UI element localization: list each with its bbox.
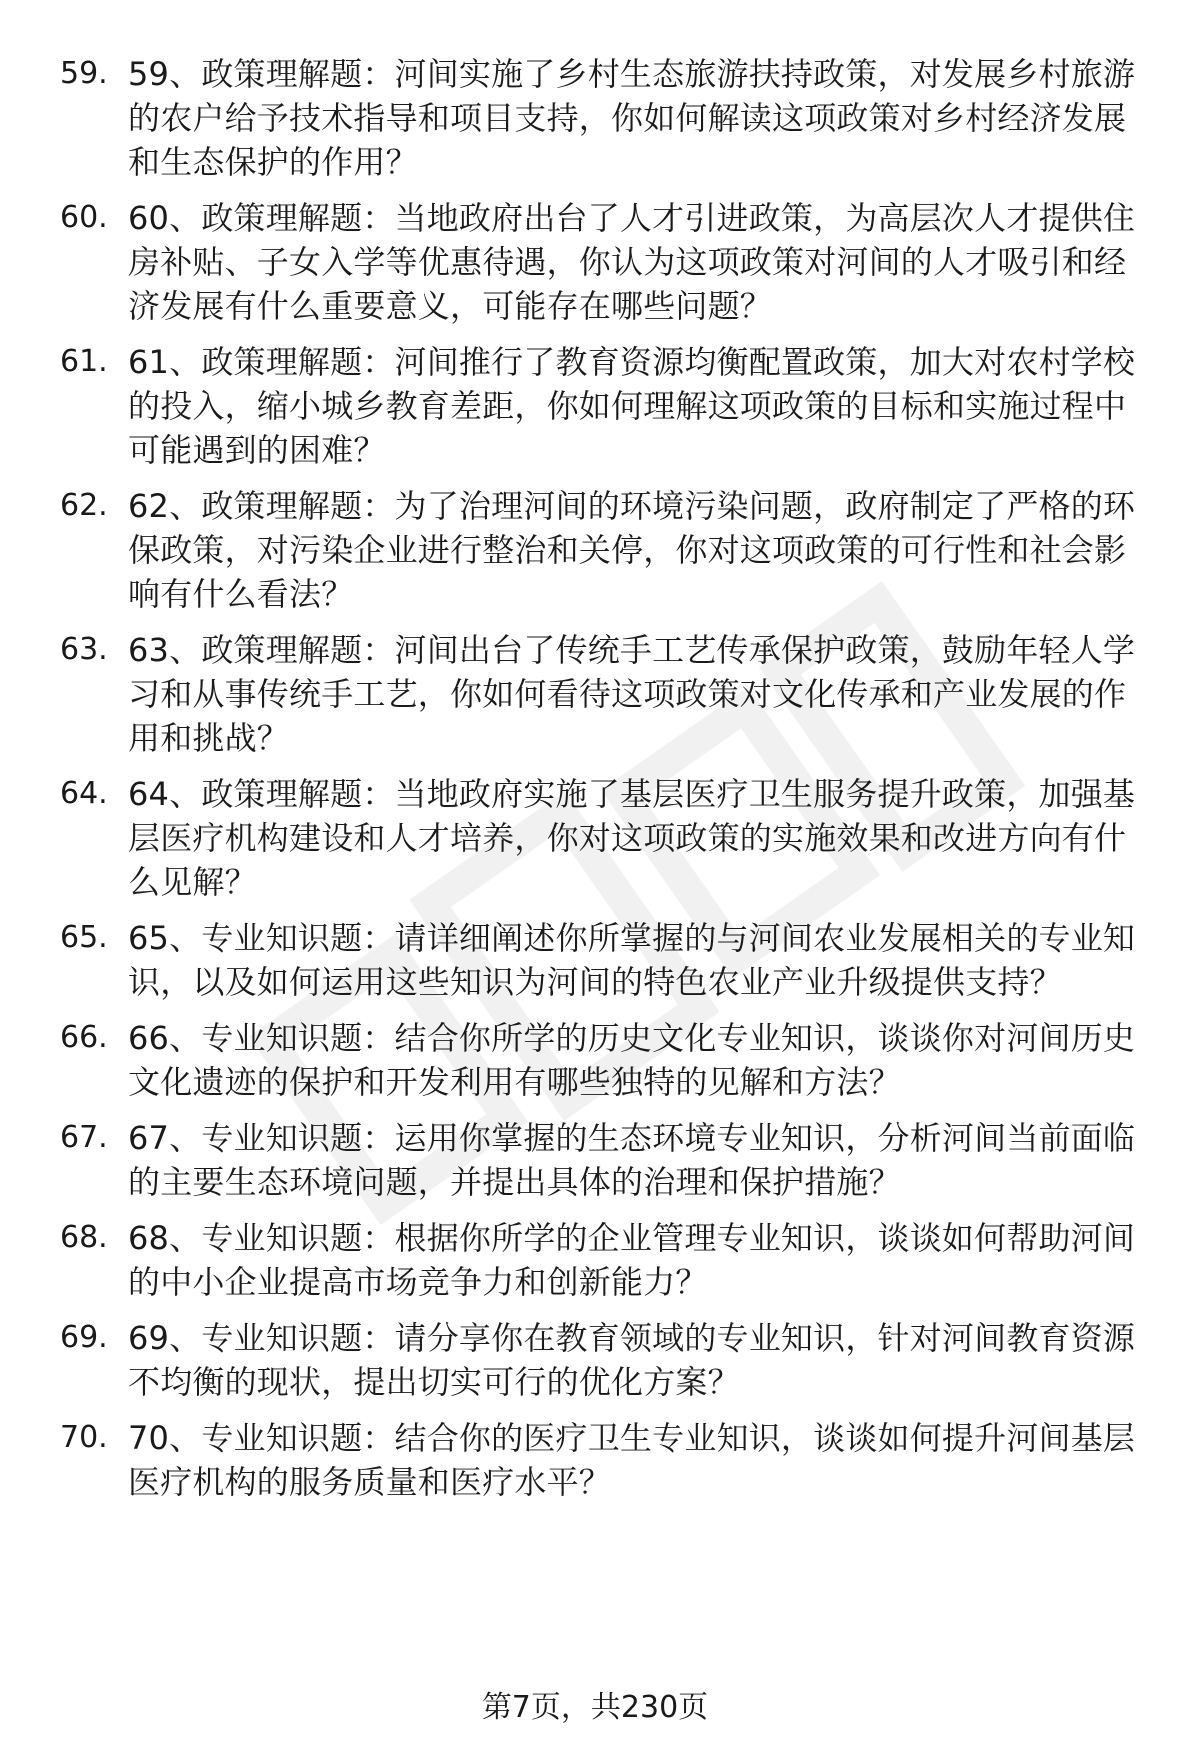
- question-text: 68、专业知识题：根据你所学的企业管理专业知识，谈谈如何帮助河间的中小企业提高市场竞争力和创新能力？: [128, 1219, 1136, 1301]
- question-text: 62、政策理解题：为了治理河间的环境污染问题，政府制定了严格的环保政策，对污染企业进行整治和关停，你对这项政策的可行性和社会影响有什么看法？: [128, 487, 1136, 613]
- list-item: [60, 916, 1150, 1004]
- question-text: 64、政策理解题：当地政府实施了基层医疗卫生服务提升政策，加强基层医疗机构建设和人才培养，你对这项政策的实施效果和改进方向有什么见解？: [128, 775, 1136, 901]
- question-number: 65.: [60, 920, 108, 955]
- question-text: 63、政策理解题：河间出台了传统手工艺传承保护政策，鼓励年轻人学习和从事传统手工艺，你如何看待这项政策对文化传承和产业发展的作用和挑战？: [128, 631, 1136, 757]
- question-number: 66.: [60, 1020, 108, 1055]
- question-text: 66、专业知识题：结合你所学的历史文化专业知识，谈谈你对河间历史文化遗迹的保护和开发利用有哪些独特的见解和方法？: [128, 1019, 1136, 1101]
- list-item: [60, 628, 1150, 760]
- question-text: 69、专业知识题：请分享你在教育领域的专业知识，针对河间教育资源不均衡的现状，提出切实可行的优化方案？: [128, 1319, 1136, 1401]
- list-item: [60, 484, 1150, 616]
- list-item: [60, 52, 1150, 184]
- question-number: 63.: [60, 632, 108, 667]
- page-footer: 第7页，共230页: [481, 1690, 709, 1725]
- list-item: [60, 1316, 1150, 1404]
- question-number: 70.: [60, 1420, 108, 1455]
- question-number: 61.: [60, 344, 108, 379]
- question-number: 64.: [60, 776, 108, 811]
- question-number: 67.: [60, 1120, 108, 1155]
- question-text: 70、专业知识题：结合你的医疗卫生专业知识，谈谈如何提升河间基层医疗机构的服务质量和医疗水平？: [128, 1419, 1136, 1501]
- question-text: 60、政策理解题：当地政府出台了人才引进政策，为高层次人才提供住房补贴、子女入学等优惠待遇，你认为这项政策对河间的人才吸引和经济发展有什么重要意义，可能存在哪些问题？: [128, 199, 1136, 325]
- question-text: 65、专业知识题：请详细阐述你所掌握的与河间农业发展相关的专业知识，以及如何运用这些知识为河间的特色农业产业升级提供支持？: [128, 919, 1136, 1001]
- question-number: 62.: [60, 488, 108, 523]
- list-item: [60, 340, 1150, 472]
- question-text: 67、专业知识题：运用你掌握的生态环境专业知识，分析河间当前面临的主要生态环境问题，并提出具体的治理和保护措施？: [128, 1119, 1136, 1201]
- question-text: 61、政策理解题：河间推行了教育资源均衡配置政策，加大对农村学校的投入，缩小城乡教育差距，你如何理解这项政策的目标和实施过程中可能遇到的困难？: [128, 343, 1136, 469]
- question-number: 68.: [60, 1220, 108, 1255]
- list-item: [60, 772, 1150, 904]
- question-number: 69.: [60, 1320, 108, 1355]
- list-item: [60, 1116, 1150, 1204]
- list-item: [60, 1016, 1150, 1104]
- question-text: 59、政策理解题：河间实施了乡村生态旅游扶持政策，对发展乡村旅游的农户给予技术指导和项目支持，你如何解读这项政策对乡村经济发展和生态保护的作用？: [128, 55, 1136, 181]
- question-number: 60.: [60, 200, 108, 235]
- question-list: [60, 52, 1150, 1516]
- question-number: 59.: [60, 56, 108, 91]
- list-item: [60, 1416, 1150, 1504]
- list-item: [60, 196, 1150, 328]
- list-item: [60, 1216, 1150, 1304]
